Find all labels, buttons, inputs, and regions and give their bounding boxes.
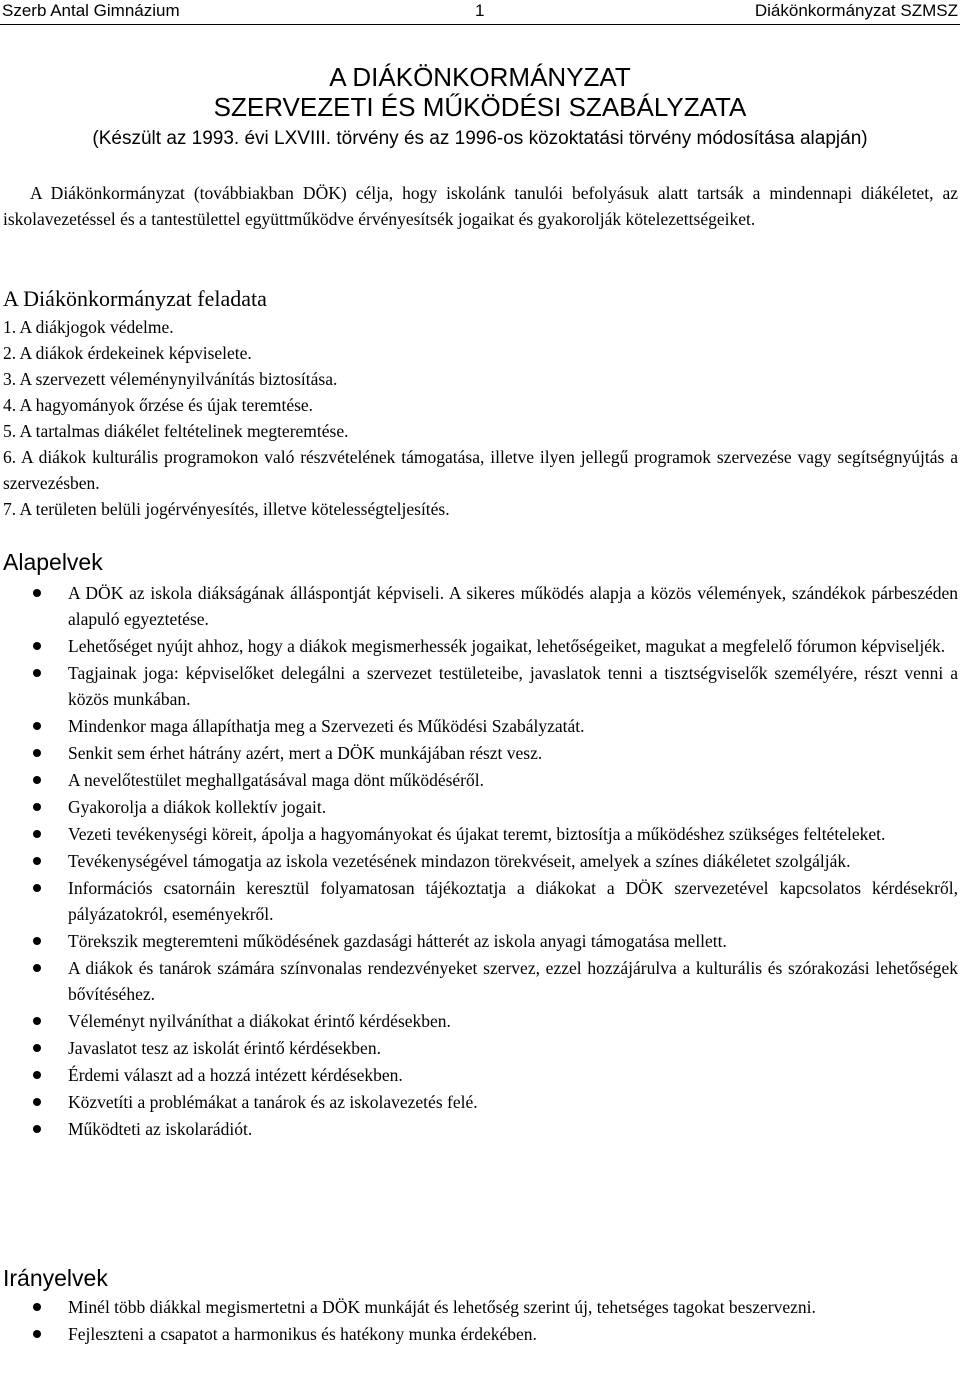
- intro-paragraph: A Diákönkormányzat (továbbiakban DÖK) célja, hogy iskolánk tanulói befolyásuk alatt tartsák a mindennapi diákéletet, az iskolavezetéssel és a tantestülettel együttműködve érvényesítsék jogaikat és gyakorolják kötelezettségeiket.: [3, 183, 958, 229]
- task-item: 1. A diákjogok védelme.: [3, 317, 174, 337]
- principle-item: Javaslatot tesz az iskolát érintő kérdésekben.: [68, 1035, 958, 1061]
- principles-list: [68, 580, 958, 1143]
- principle-item: Érdemi választ ad a hozzá intézett kérdésekben.: [68, 1062, 958, 1088]
- task-item: 5. A tartalmas diákélet feltételinek megteremtése.: [3, 421, 349, 441]
- page-header: [0, 0, 960, 25]
- principle-item: Információs csatornáin keresztül folyamatosan tájékoztatja a diákokat a DÖK szervezetével kapcsolatos kérdésekről, pályázatokról, eseményekről.: [68, 875, 958, 927]
- principle-item: Vezeti tevékenységi köreit, ápolja a hagyományokat és újakat teremt, biztosítja a működéshez szükséges feltételeket.: [68, 821, 958, 847]
- task-item: 2. A diákok érdekeinek képviselete.: [3, 343, 252, 363]
- principle-item: A DÖK az iskola diákságának álláspontját képviseli. A sikeres működés alapja a közös vélemények, szándékok párbeszéden alapuló egyeztetése.: [68, 580, 958, 632]
- task-item: 4. A hagyományok őrzése és újak teremtése.: [3, 395, 314, 415]
- principle-item: Működteti az iskolarádiót.: [68, 1116, 958, 1142]
- document-title-line-2: SZERVEZETI ÉS MŰKÖDÉSI SZABÁLYZATA: [213, 92, 747, 122]
- principle-item: Gyakorolja a diákok kollektív jogait.: [68, 794, 958, 820]
- document-title-line-1: A DIÁKÖNKORMÁNYZAT: [329, 62, 631, 92]
- principle-item: A nevelőtestület meghallgatásával maga dönt működéséről.: [68, 767, 958, 793]
- principle-item: Véleményt nyilváníthat a diákokat érintő kérdésekben.: [68, 1008, 958, 1034]
- tasks-list: [3, 314, 958, 522]
- principle-item: Tevékenységével támogatja az iskola vezetésének mindazon törekvéseit, amelyek a színes diákéletet szolgálják.: [68, 848, 958, 874]
- principle-item: Közvetíti a problémákat a tanárok és az iskolavezetés felé.: [68, 1089, 958, 1115]
- principle-item: Lehetőséget nyújt ahhoz, hogy a diákok megismerhessék jogaikat, lehetőségeiket, magukat a megfelelő fórumon képviseljék.: [68, 633, 958, 659]
- task-item: 7. A területen belüli jogérvényesítés, illetve kötelességteljesítés.: [3, 499, 450, 519]
- header-school-name: Szerb Antal Gimnázium: [2, 1, 180, 20]
- principle-item: Törekszik megteremteni működésének gazdasági hátterét az iskola anyagi támogatása mellett.: [68, 928, 958, 954]
- tasks-heading: A Diákönkormányzat feladata: [3, 286, 267, 311]
- principle-item: Mindenkor maga állapíthatja meg a Szervezeti és Működési Szabályzatát.: [68, 713, 958, 739]
- task-item: 3. A szervezett véleménynyilvánítás biztosítása.: [3, 369, 338, 389]
- principles-heading: Alapelvek: [3, 549, 103, 575]
- guideline-item: Fejleszteni a csapatot a harmonikus és hatékony munka érdekében.: [68, 1321, 958, 1347]
- guidelines-heading: Irányelvek: [3, 1265, 108, 1291]
- guideline-item: Minél több diákkal megismertetni a DÖK munkáját és lehetőség szerint új, tehetséges tagokat beszervezni.: [68, 1294, 958, 1320]
- header-page-number: 1: [475, 1, 485, 20]
- guidelines-list: [68, 1294, 958, 1348]
- principle-item: Senkit sem érhet hátrány azért, mert a DÖK munkájában részt vesz.: [68, 740, 958, 766]
- principle-item: Tagjainak joga: képviselőket delegálni a szervezet testületeibe, javaslatok tenni a tisztségviselők személyére, részt venni a közös munkában.: [68, 660, 958, 712]
- document-subtitle: (Készült az 1993. évi LXVIII. törvény és az 1996-os közoktatási törvény módosítása alapján): [92, 128, 868, 149]
- header-document-name: Diákönkormányzat SZMSZ: [754, 1, 958, 20]
- principle-item: A diákok és tanárok számára színvonalas rendezvényeket szervez, ezzel hozzájárulva a kulturális és szórakozási lehetőségek bővítéséhez.: [68, 955, 958, 1007]
- task-item: 6. A diákok kulturális programokon való részvételének támogatása, illetve ilyen jellegű programok szervezése vagy segítségnyújtás a szervezésben.: [3, 447, 958, 493]
